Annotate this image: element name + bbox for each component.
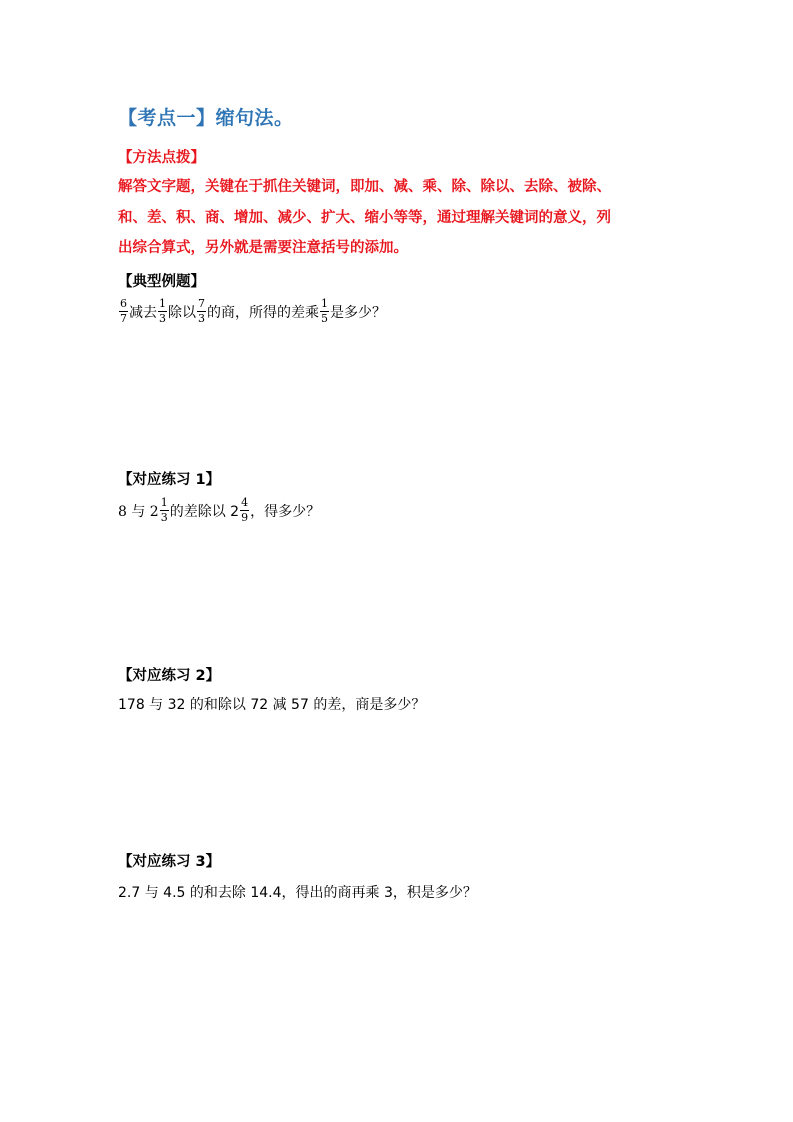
fraction: [197, 298, 206, 325]
practice1-heading: 【对应练习 1】: [118, 472, 221, 488]
practice2-heading: 【对应练习 2】: [118, 668, 221, 684]
fraction-denominator: 3: [160, 511, 168, 524]
fraction: [160, 497, 169, 524]
practice1-question: [118, 497, 320, 524]
question-text: 的商，所得的差乘: [207, 304, 319, 321]
fraction-numerator: 4: [241, 496, 249, 509]
fraction-denominator: 7: [120, 312, 127, 325]
question-text: 是多少？: [330, 304, 386, 321]
practice3-heading: 【对应练习 3】: [118, 854, 221, 870]
fraction-denominator: 5: [321, 312, 328, 325]
practice2-question: 178 与 32 的和除以 72 减 57 的差，商是多少？: [118, 697, 426, 713]
question-text: 减去: [129, 304, 157, 321]
fraction-numerator: 1: [321, 297, 328, 310]
question-text: ，得多少？: [250, 503, 321, 520]
question-text: 的差除以 2: [169, 503, 240, 520]
fraction: [119, 298, 128, 325]
fraction-numerator: 1: [160, 496, 168, 509]
fraction: [320, 298, 329, 325]
question-text: 除以: [168, 304, 196, 321]
practice3-question: 2.7 与 4.5 的和去除 14.4，得出的商再乘 3，积是多少？: [118, 885, 477, 901]
method-heading: 【方法点拨】: [118, 150, 205, 166]
section-title: 【考点一】缩句法。: [118, 107, 294, 129]
fraction-denominator: 3: [159, 312, 166, 325]
fraction-numerator: 6: [120, 297, 127, 310]
fraction-numerator: 7: [198, 297, 205, 310]
example-heading: 【典型例题】: [118, 274, 205, 290]
fraction-denominator: 9: [241, 511, 249, 524]
fraction-numerator: 1: [159, 297, 166, 310]
fraction: [240, 497, 249, 524]
question-text: 8 与 2: [118, 503, 159, 520]
method-line: 解答文字题，关键在于抓住关键词，即加、减、乘、除、除以、去除、被除、: [118, 179, 611, 195]
method-line: 出综合算式，另外就是需要注意括号的添加。: [118, 240, 408, 256]
example-question: [118, 298, 386, 325]
method-body: [118, 172, 678, 264]
fraction-denominator: 3: [198, 312, 205, 325]
method-line: 和、差、积、商、增加、减少、扩大、缩小等等，通过理解关键词的意义，列: [118, 209, 611, 226]
fraction: [158, 298, 167, 325]
